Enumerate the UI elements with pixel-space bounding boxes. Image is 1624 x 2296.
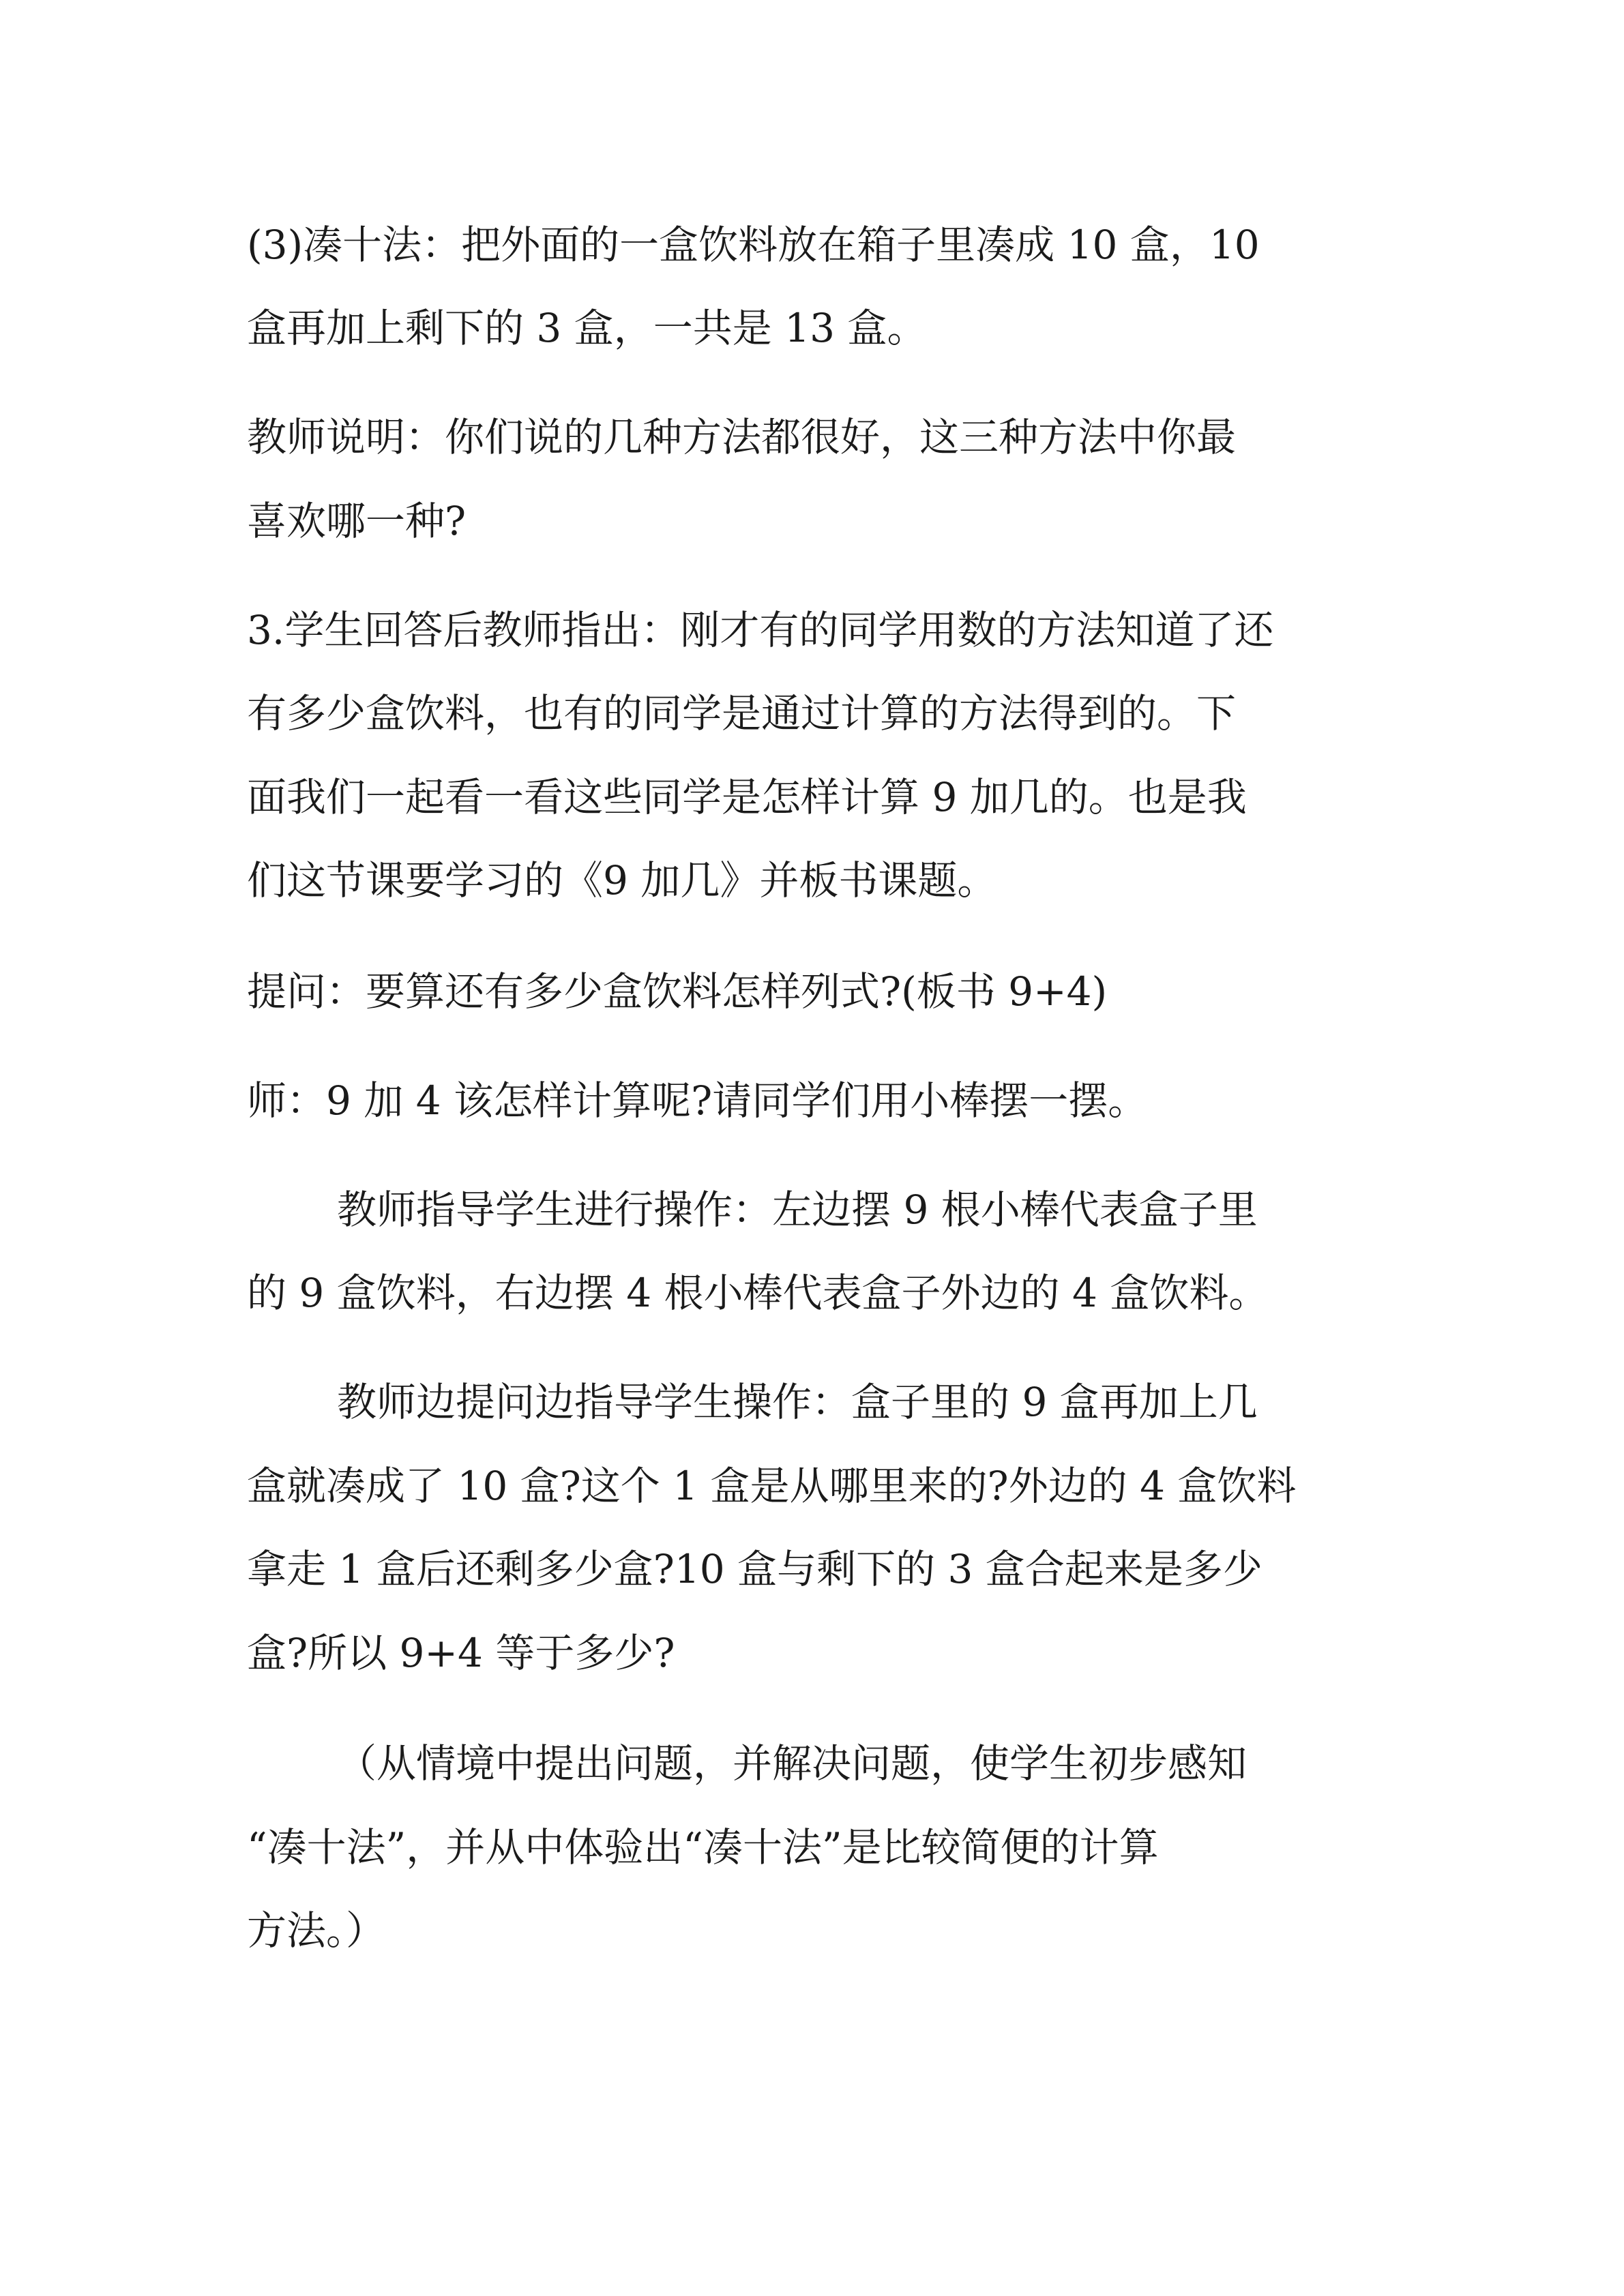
text-line: 教师边提问边指导学生操作：盒子里的 9 盒再加上几 <box>337 1379 1258 1425</box>
text-line: 教师说明：你们说的几种方法都很好，这三种方法中你最 <box>247 414 1237 460</box>
text-line: 有多少盒饮料，也有的同学是通过计算的方法得到的。下 <box>247 690 1237 736</box>
text-line: 喜欢哪一种? <box>247 498 467 544</box>
text-line: 的 9 盒饮料，右边摆 4 根小棒代表盒子外边的 4 盒饮料。 <box>247 1270 1269 1316</box>
text-line: 盒再加上剩下的 3 盒，一共是 13 盒。 <box>247 305 927 351</box>
text-line: 教师指导学生进行操作：左边摆 9 根小棒代表盒子里 <box>337 1187 1258 1233</box>
text-line: 面我们一起看一看这些同学是怎样计算 9 加几的。也是我 <box>247 774 1247 820</box>
text-line: （从情境中提出问题，并解决问题，使学生初步感知 <box>337 1740 1247 1787</box>
text-line: (3)凑十法：把外面的一盒饮料放在箱子里凑成 10 盒，10 <box>247 222 1260 268</box>
text-line: 盒就凑成了 10 盒?这个 1 盒是从哪里来的?外边的 4 盒饮料 <box>247 1463 1297 1509</box>
text-line: 盒?所以 9+4 等于多少? <box>247 1630 675 1676</box>
text-line: 3.学生回答后教师指出：刚才有的同学用数的方法知道了还 <box>247 607 1274 653</box>
text-line: 师：9 加 4 该怎样计算呢?请同学们用小棒摆一摆。 <box>247 1077 1148 1124</box>
text-line: 提问：要算还有多少盒饮料怎样列式?(板书 9+4) <box>247 968 1108 1015</box>
text-line: 拿走 1 盒后还剩多少盒?10 盒与剩下的 3 盒合起来是多少 <box>247 1546 1263 1592</box>
text-line: 们这节课要学习的《9 加几》并板书课题。 <box>247 857 997 904</box>
text-line: “凑十法”，并从中体验出“凑十法”是比较简便的计算 <box>247 1824 1159 1870</box>
text-line: 方法。） <box>247 1907 386 1954</box>
